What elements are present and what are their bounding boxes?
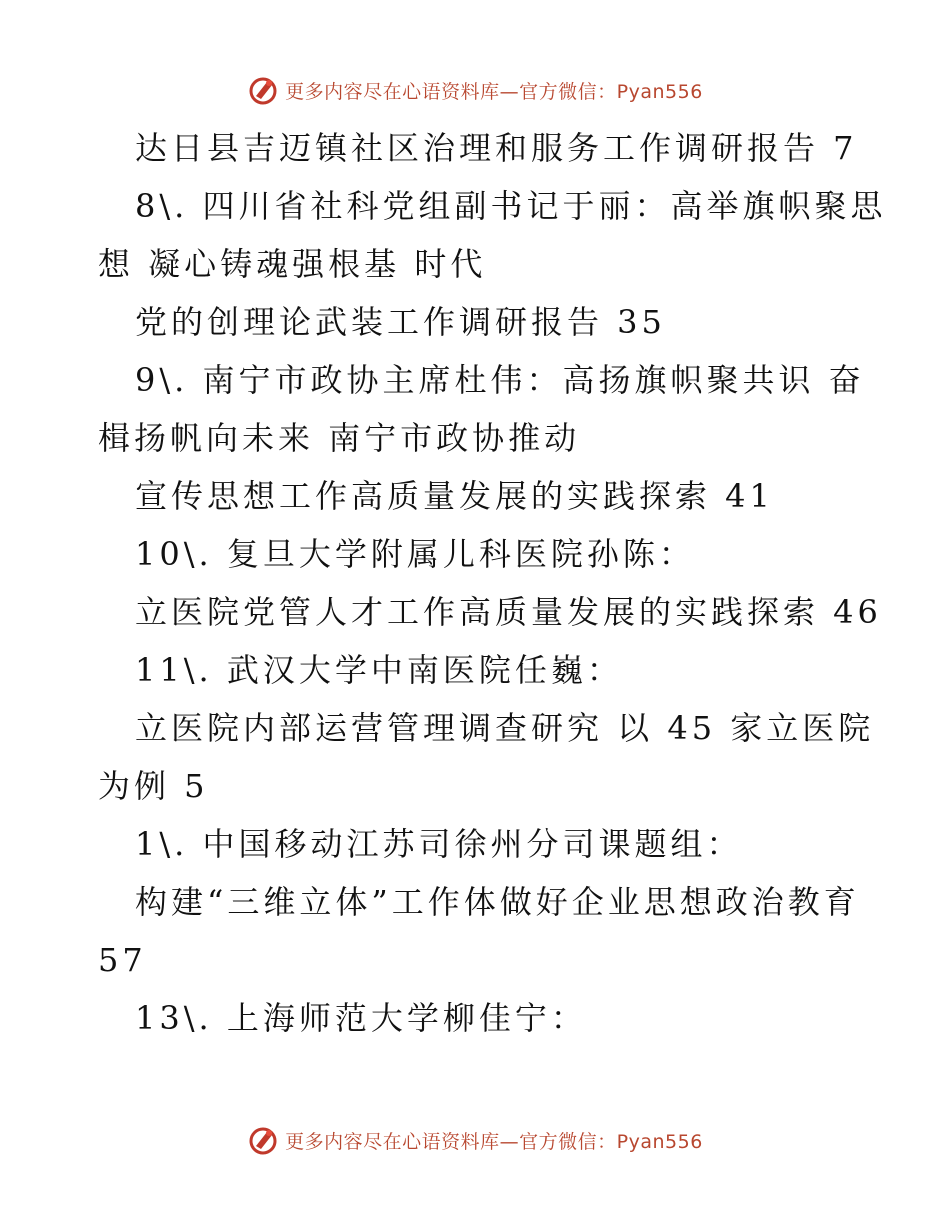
text-line: 楫扬帆向未来 南宁市政协推动 — [98, 419, 581, 457]
text-line: 立医院党管人才工作高质量发展的实践探索 46 — [135, 593, 882, 631]
text-line: 达日县吉迈镇社区治理和服务工作调研报告 7 — [135, 129, 858, 167]
text-line: 想 凝心铸魂强根基 时代 — [98, 245, 487, 283]
text-line: 构建“三维立体”工作体做好企业思想政治教育 — [135, 883, 860, 921]
header-watermark — [0, 70, 950, 110]
text-line: 为例 5 — [98, 767, 209, 805]
text-line: 10\. 复旦大学附属儿科医院孙陈： — [135, 535, 695, 573]
text-line: 立医院内部运营管理调查研究 以 45 家立医院 — [135, 709, 875, 747]
header-watermark-text: 更多内容尽在心语资料库—官方微信：Pyan556 — [285, 80, 703, 103]
text-line: 13\. 上海师范大学柳佳宁： — [135, 999, 587, 1037]
footer-watermark-text: 更多内容尽在心语资料库—官方微信：Pyan556 — [285, 1130, 703, 1153]
text-line: 57 — [98, 941, 147, 979]
text-line: 宣传思想工作高质量发展的实践探索 41 — [135, 477, 774, 515]
text-line: 8\. 四川省社科党组副书记于丽：高举旗帜聚思 — [135, 187, 887, 225]
logo-icon — [247, 74, 279, 106]
text-line: 9\. 南宁市政协主席杜伟：高扬旗帜聚共识 奋 — [135, 361, 865, 399]
text-line: 1\. 中国移动江苏司徐州分司课题组： — [135, 825, 743, 863]
logo-icon — [247, 1124, 279, 1156]
footer-watermark — [0, 1120, 950, 1160]
text-line: 11\. 武汉大学中南医院任巍： — [135, 651, 623, 689]
text-line: 党的创理论武装工作调研报告 35 — [135, 303, 666, 341]
